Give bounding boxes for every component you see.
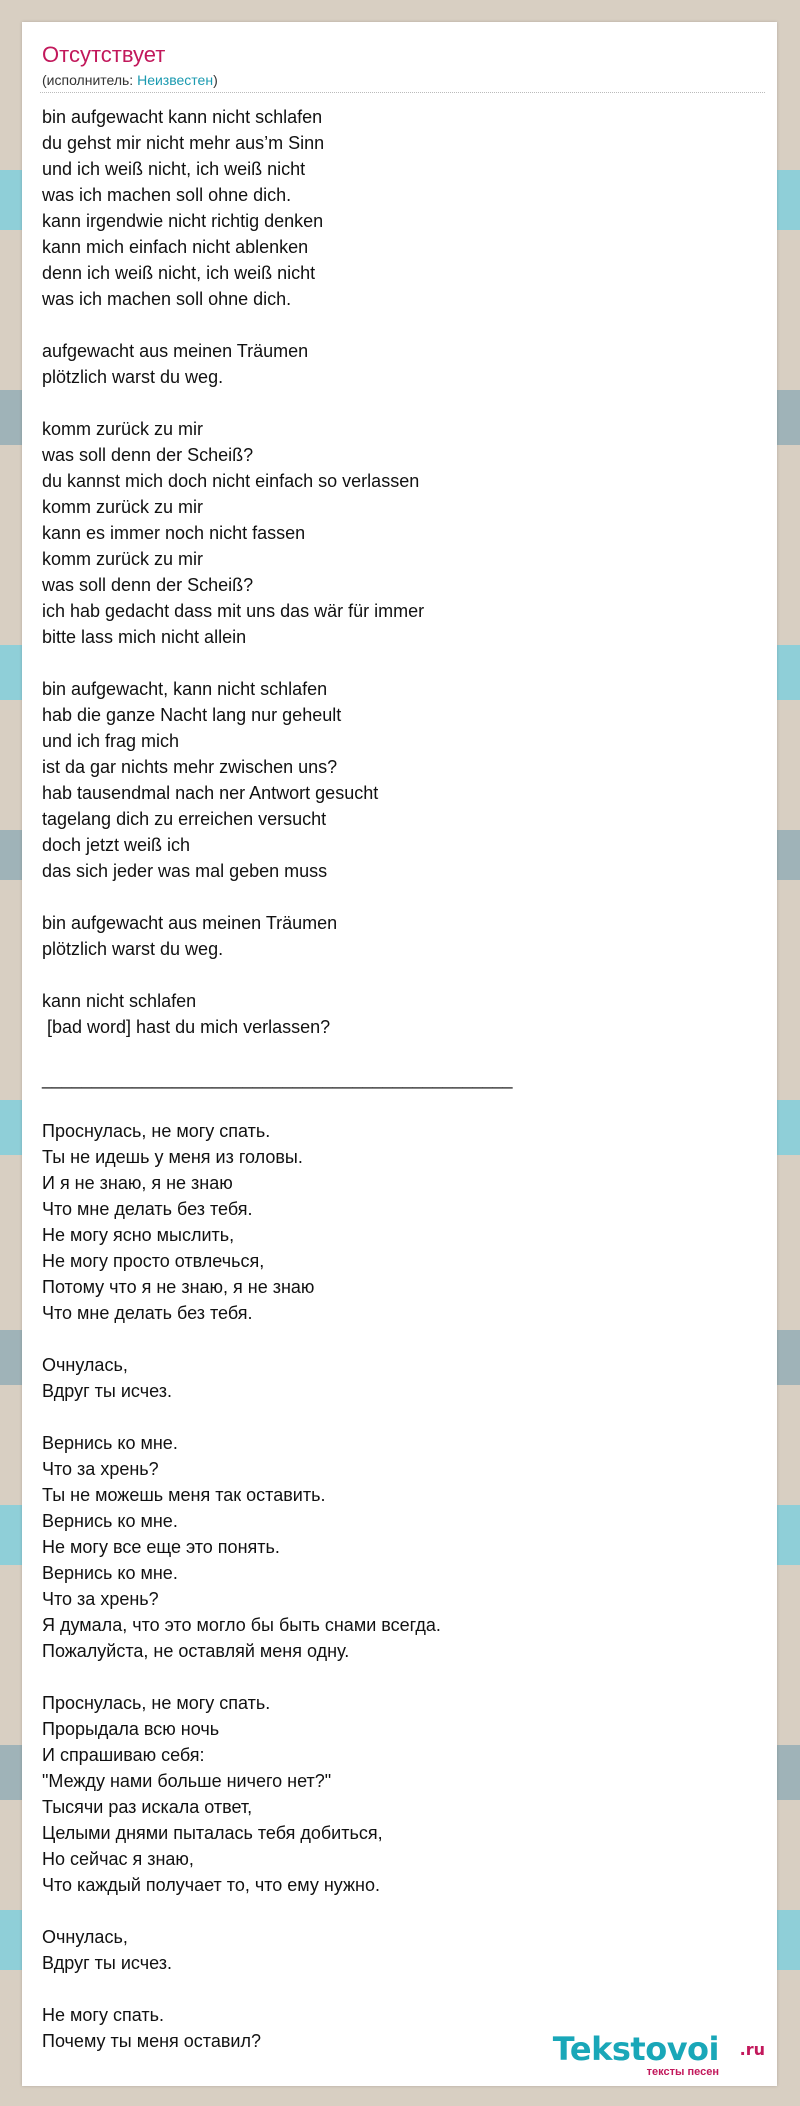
logo-domain: .ru [739, 2040, 765, 2059]
site-logo[interactable] [552, 2030, 769, 2080]
lyric-line: tagelang dich zu erreichen versucht [42, 809, 327, 829]
lyric-line: Целыми днями пыталась тебя добиться, [42, 1823, 383, 1843]
header-divider [40, 92, 765, 93]
lyric-line: Я думала, что это могло бы быть снами всегда. [42, 1615, 441, 1635]
lyric-line: Не могу ясно мыслить, [42, 1225, 235, 1245]
lyric-line: hab tausendmal nach ner Antwort gesucht [42, 783, 379, 803]
lyric-line: Что за хрень? [42, 1459, 159, 1479]
blank-line [42, 1976, 742, 2002]
lyric-line: hab die ganze Nacht lang nur geheult [42, 705, 342, 725]
lyric-line: Потому что я не знаю, я не знаю [42, 1277, 315, 1297]
artist-line [42, 71, 218, 89]
lyric-line: du kannst mich doch nicht einfach so verlassen [42, 471, 420, 491]
lyric-line: Не могу просто отвлечься, [42, 1251, 265, 1271]
lyric-line: Что мне делать без тебя. [42, 1303, 253, 1323]
blank-line [42, 1040, 742, 1066]
lyric-line: denn ich weiß nicht, ich weiß nicht [42, 263, 316, 283]
lyric-line: Проснулась, не могу спать. [42, 1121, 271, 1141]
blank-line [42, 1404, 742, 1430]
lyrics-text [42, 104, 742, 2054]
lyric-line: plötzlich warst du weg. [42, 939, 224, 959]
logo-wordmark: Tekstovoi [552, 2030, 719, 2068]
lyric-line: Вдруг ты исчез. [42, 1953, 172, 1973]
lyric-line: komm zurück zu mir [42, 497, 204, 517]
lyric-line: Почему ты меня оставил? [42, 2031, 261, 2051]
lyric-line: Что каждый получает то, что ему нужно. [42, 1875, 380, 1895]
artist-link[interactable]: Неизвестен [137, 72, 214, 88]
lyric-line: kann es immer noch nicht fassen [42, 523, 306, 543]
lyric-line: aufgewacht aus meinen Träumen [42, 341, 309, 361]
lyric-line: Ты не идешь у меня из головы. [42, 1147, 303, 1167]
lyric-line: _______________________________________________ [42, 1069, 513, 1089]
blank-line [42, 390, 742, 416]
lyric-line: kann nicht schlafen [42, 991, 197, 1011]
lyric-line: Пожалуйста, не оставляй меня одну. [42, 1641, 350, 1661]
lyric-line: was soll denn der Scheiß? [42, 445, 254, 465]
lyric-line: Не могу спать. [42, 2005, 164, 2025]
blank-line [42, 1326, 742, 1352]
artist-suffix: ) [213, 72, 218, 88]
lyric-line: Прорыдала всю ночь [42, 1719, 220, 1739]
lyric-line: bin aufgewacht aus meinen Träumen [42, 913, 338, 933]
song-title: Отсутствует [42, 42, 166, 67]
lyrics-card [22, 22, 777, 2086]
blank-line [42, 884, 742, 910]
blank-line [42, 962, 742, 988]
logo-tagline: тексты песен [646, 2066, 719, 2078]
lyric-line: Что мне делать без тебя. [42, 1199, 253, 1219]
blank-line [42, 1664, 742, 1690]
blank-line [42, 1092, 742, 1118]
blank-line [42, 1898, 742, 1924]
lyric-line: was ich machen soll ohne dich. [42, 185, 292, 205]
lyric-line: und ich frag mich [42, 731, 180, 751]
lyric-line: du gehst mir nicht mehr aus’m Sinn [42, 133, 325, 153]
lyric-line: bin aufgewacht, kann nicht schlafen [42, 679, 328, 699]
lyric-line: "Между нами больше ничего нет?" [42, 1771, 332, 1791]
lyric-line: kann irgendwie nicht richtig denken [42, 211, 324, 231]
lyric-line: Вернись ко мне. [42, 1563, 178, 1583]
lyric-line: komm zurück zu mir [42, 419, 204, 439]
lyric-line: was soll denn der Scheiß? [42, 575, 254, 595]
blank-line [42, 312, 742, 338]
lyric-line: kann mich einfach nicht ablenken [42, 237, 309, 257]
lyric-line: И я не знаю, я не знаю [42, 1173, 233, 1193]
lyric-line: was ich machen soll ohne dich. [42, 289, 292, 309]
lyric-line: ist da gar nichts mehr zwischen uns? [42, 757, 338, 777]
lyric-line: И спрашиваю себя: [42, 1745, 205, 1765]
lyric-line: Вдруг ты исчез. [42, 1381, 172, 1401]
lyric-line: Ты не можешь меня так оставить. [42, 1485, 326, 1505]
lyric-line: Но сейчас я знаю, [42, 1849, 194, 1869]
lyric-line: Не могу все еще это понять. [42, 1537, 280, 1557]
artist-prefix: (исполнитель: [42, 72, 138, 88]
lyric-line: doch jetzt weiß ich [42, 835, 191, 855]
lyric-line: Вернись ко мне. [42, 1433, 178, 1453]
lyric-line: Что за хрень? [42, 1589, 159, 1609]
lyric-line: [bad word] hast du mich verlassen? [42, 1017, 331, 1037]
lyric-line: Очнулась, [42, 1927, 128, 1947]
lyric-line: plötzlich warst du weg. [42, 367, 224, 387]
lyric-line: bin aufgewacht kann nicht schlafen [42, 107, 323, 127]
lyric-line: bitte lass mich nicht allein [42, 627, 247, 647]
lyric-line: Проснулась, не могу спать. [42, 1693, 271, 1713]
lyric-line: Тысячи раз искала ответ, [42, 1797, 253, 1817]
lyric-line: Вернись ко мне. [42, 1511, 178, 1531]
lyric-line: das sich jeder was mal geben muss [42, 861, 328, 881]
lyric-line: ich hab gedacht dass mit uns das wär für immer [42, 601, 425, 621]
lyric-line: Очнулась, [42, 1355, 128, 1375]
lyric-line: komm zurück zu mir [42, 549, 204, 569]
lyric-line: und ich weiß nicht, ich weiß nicht [42, 159, 306, 179]
blank-line [42, 650, 742, 676]
